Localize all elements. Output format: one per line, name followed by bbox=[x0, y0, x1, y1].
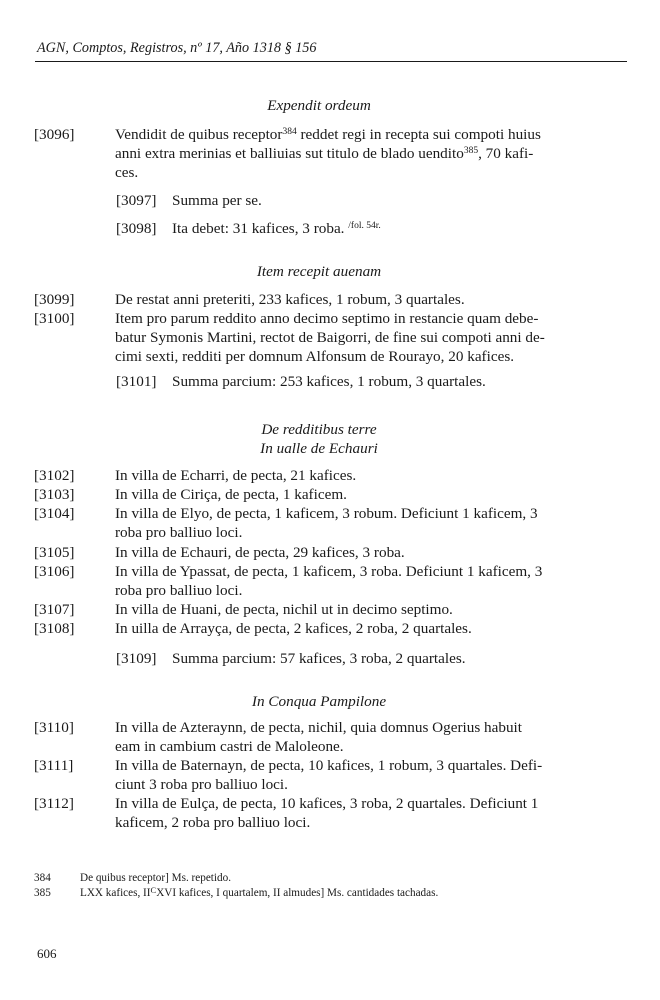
entry-3106 bbox=[34, 562, 604, 600]
section-expendit-ordeum bbox=[34, 96, 604, 115]
folio-marker: /fol. 54r. bbox=[348, 221, 381, 231]
section-item-recepit-auenam bbox=[34, 262, 604, 281]
entry-number: [3110] bbox=[34, 719, 74, 736]
entry-line: kaficem, 2 roba pro balliuo loci. bbox=[115, 814, 311, 831]
running-head: AGN, Comptos, Registros, nº 17, Año 1318 § 156 bbox=[37, 40, 317, 56]
entry-number: [3096] bbox=[34, 126, 75, 143]
entry-3111 bbox=[34, 756, 604, 794]
footnote-text: De quibus receptor] Ms. repetido. bbox=[80, 872, 231, 884]
entry-number: [3105] bbox=[34, 544, 75, 561]
footnote-number: 385 bbox=[34, 887, 51, 899]
entry-3101 bbox=[34, 372, 660, 391]
entry-line: In villa de Azteraynn, de pecta, nichil, quia domnus Ogerius habuit bbox=[115, 719, 522, 736]
footnote-text: LXX kafices, $II^CXVI$ kafices, I quartalem, II almudes] Ms. cantidades tachadas. bbox=[80, 885, 439, 899]
entry-3098 bbox=[34, 219, 660, 238]
entry-3110 bbox=[34, 718, 604, 756]
entry-number: [3101] bbox=[116, 373, 157, 390]
entry-3096 bbox=[34, 125, 604, 182]
entry-3112 bbox=[34, 794, 604, 832]
footnotes bbox=[34, 871, 614, 901]
entry-line: cimi sexti, redditi per domnum Alfonsum de Rourayo, 20 kafices. bbox=[115, 348, 515, 365]
entry-text: In villa de Huani, de pecta, nichil ut in decimo septimo. bbox=[115, 601, 453, 618]
entry-text: In uilla de Arrayça, de pecta, 2 kafices, 2 roba, 2 quartales. bbox=[115, 620, 472, 637]
entry-line: In villa de Elyo, de pecta, 1 kaficem, 3 robum. Deficiunt 1 kaficem, 3 bbox=[115, 505, 538, 522]
entry-line: Item pro parum reddito anno decimo septimo in restancie quam debe- bbox=[115, 310, 539, 327]
footnote-384 bbox=[34, 871, 614, 886]
entry-number: [3102] bbox=[34, 467, 75, 484]
entry-text: In villa de Echauri, de pecta, 29 kafices, 3 roba. bbox=[115, 544, 405, 561]
entry-number: [3109] bbox=[116, 650, 157, 667]
entry-3102 bbox=[34, 466, 604, 485]
entry-line: ces. bbox=[115, 164, 139, 181]
entry-3104 bbox=[34, 504, 604, 542]
entry-line: anni extra merinias et balliuias sut titulo de blado uendito$^{385}$, 70 kafi- bbox=[115, 145, 534, 162]
entry-number: [3106] bbox=[34, 563, 75, 580]
entry-number: [3100] bbox=[34, 310, 75, 327]
entry-line: In villa de Baternayn, de pecta, 10 kafices, 1 robum, 3 quartales. Defi- bbox=[115, 757, 543, 774]
entry-3103 bbox=[34, 485, 604, 504]
entry-3099 bbox=[34, 290, 604, 309]
entry-text: Summa per se. bbox=[172, 192, 262, 209]
entry-number: [3103] bbox=[34, 486, 75, 503]
entry-text: In villa de Ciriça, de pecta, 1 kaficem. bbox=[115, 486, 347, 503]
entry-number: [3097] bbox=[116, 192, 157, 209]
footnote-ref: 385 bbox=[463, 146, 479, 156]
entry-number: [3108] bbox=[34, 620, 75, 637]
entry-number: [3111] bbox=[34, 757, 74, 774]
page-number: 606 bbox=[37, 946, 57, 961]
entry-number: [3104] bbox=[34, 505, 75, 522]
entry-text: Summa parcium: 57 kafices, 3 roba, 2 quartales. bbox=[172, 650, 466, 667]
entry-3105 bbox=[34, 543, 604, 562]
entry-3108 bbox=[34, 619, 604, 638]
entry-line: eam in cambium castri de Maloleone. bbox=[115, 738, 344, 755]
entry-text: In villa de Echarri, de pecta, 21 kafices. bbox=[115, 467, 357, 484]
entry-line: batur Symonis Martini, rectot de Baigorri, de fine sui compoti anni de- bbox=[115, 329, 545, 346]
entry-line: ciunt 3 roba pro balliuo loci. bbox=[115, 776, 288, 793]
entry-line: In villa de Ypassat, de pecta, 1 kaficem, 3 roba. Deficiunt 1 kaficem, 3 bbox=[115, 563, 543, 580]
entry-3097 bbox=[34, 191, 660, 210]
footnote-ref: 384 bbox=[282, 127, 297, 137]
footnote-number: 384 bbox=[34, 872, 51, 884]
section-in-conqua-pampilone bbox=[34, 692, 604, 711]
entry-number: [3098] bbox=[116, 220, 157, 237]
entry-number: [3112] bbox=[34, 795, 74, 812]
section-heading: In Conqua Pampilone bbox=[251, 693, 387, 710]
entry-3107 bbox=[34, 600, 604, 619]
entry-line: In villa de Eulça, de pecta, 10 kafices, 3 roba, 2 quartales. Deficiunt 1 bbox=[115, 795, 539, 812]
entry-line: roba pro balliuo loci. bbox=[115, 524, 243, 541]
section-heading: Expendit ordeum bbox=[267, 97, 371, 114]
entry-3109 bbox=[34, 649, 660, 668]
entry-line: Vendidit de quibus receptor$^{384}$ reddet regi in recepta sui compoti huius bbox=[115, 126, 541, 143]
entry-number: [3099] bbox=[34, 291, 75, 308]
section-subheading: In ualle de Echauri bbox=[260, 440, 378, 457]
entry-text: Ita debet: 31 kafices, 3 roba. $^{/fol. 54r.}$ bbox=[172, 220, 381, 237]
entry-text: De restat anni preteriti, 233 kafices, 1 robum, 3 quartales. bbox=[115, 291, 465, 308]
entry-3100 bbox=[34, 309, 604, 366]
footnote-385 bbox=[34, 886, 614, 901]
section-heading: De redditibus terre bbox=[261, 421, 377, 438]
section-heading: Item recepit auenam bbox=[256, 263, 382, 280]
entry-text: Summa parcium: 253 kafices, 1 robum, 3 quartales. bbox=[172, 373, 486, 390]
entry-number: [3107] bbox=[34, 601, 75, 618]
section-de-redditibus-terre bbox=[34, 420, 604, 458]
header-rule bbox=[35, 61, 627, 62]
entry-line: roba pro balliuo loci. bbox=[115, 582, 243, 599]
